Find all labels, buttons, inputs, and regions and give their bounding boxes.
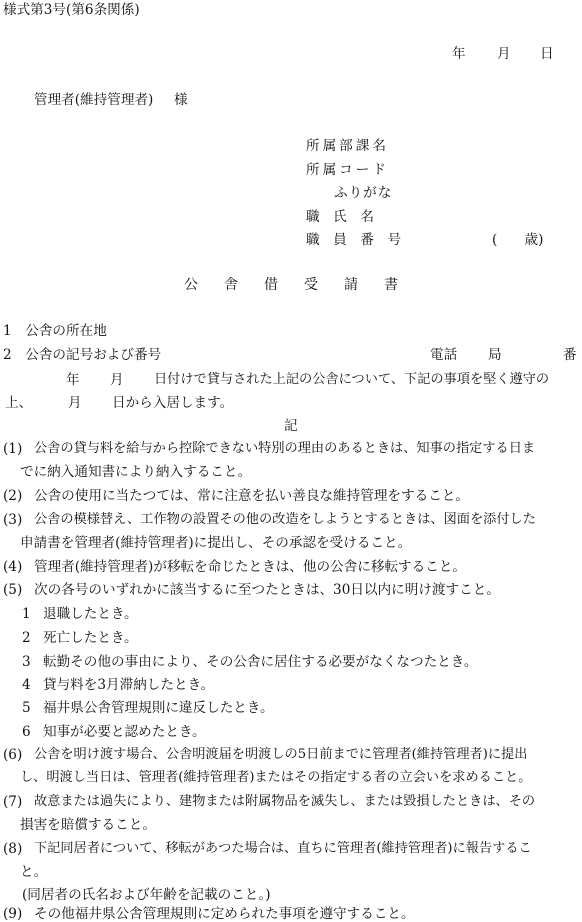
condition-1-line2: でに納入通知書により納入すること。 [20,464,252,480]
tel-station-label: 局 [488,347,502,363]
condition-2-line1: 公舎の使用に当たつては、常に注意を払い善良な維持管理をすること。 [34,488,469,504]
condition-5-num: (5) [3,582,23,598]
subitem-1-text: 退職したとき。 [43,606,138,622]
subitem-4-text: 貸与料を3月滞納したとき。 [43,677,215,693]
date-month-label: 月 [497,46,511,62]
condition-6-line1: 公舎を明け渡す場合、公舎明渡届を明渡しの5日前までに管理者(維持管理者)に提出 [34,747,528,762]
condition-5-line1: 次の各号のいずれかに該当するに至つたときは、30日以内に明け渡すこと。 [34,582,500,598]
subitem-4-num: 4 [22,677,31,693]
furigana-label: ふりがな [334,185,393,201]
code-label: 所属コード [306,162,389,178]
title-char: 書 [384,277,398,293]
item-location: 1 公舎の所在地 [3,323,107,339]
condition-7-line2: 損害を賠償すること。 [20,817,156,833]
title-char: 舎 [224,277,238,293]
age-field: ( 歳) [492,232,544,248]
condition-2-num: (2) [3,488,23,504]
condition-3-line2: 申請書を管理者(維持管理者)に提出し、その承認を受けること。 [20,535,412,551]
intro-line2-month: 月 [68,395,82,411]
document-title [0,276,582,294]
intro-line2-head: 上、 [5,395,33,411]
title-char: 請 [344,277,358,293]
condition-6-line2: し、明渡し当日は、管理者(維持管理者)またはその指定する者の立会いを求めること。 [20,770,532,785]
subitem-6-num: 6 [22,724,31,740]
condition-8-line1: 下記同居者について、移転があつた場合は、直ちに管理者(維持管理者)に報告するこ [34,841,532,856]
date-day-label: 日 [540,46,554,62]
condition-9-line1: その他福井県公舎管理規則に定められた事項を遵守すること。 [34,906,415,922]
condition-8-line3: (同居者の氏名および年齢を記載のこと。) [22,887,271,903]
title-char: 公 [184,277,198,293]
condition-4-line1: 管理者(維持管理者)が移転を命じたときは、他の公舎に移転すること。 [34,559,467,575]
date-year-label: 年 [452,46,466,62]
subitem-2-text: 死亡したとき。 [43,630,138,646]
condition-3-line1: 公舎の模様替え、工作物の設置その他の改造をしようとするときは、図面を添付した [34,512,536,527]
item-number: 2 公舎の記号および番号 [3,347,162,363]
ki-heading: 記 [284,418,298,434]
subitem-6-text: 知事が必要と認めたとき。 [43,724,206,740]
tel-label: 電話 [430,347,458,363]
subitem-5-num: 5 [22,700,31,716]
subitem-5-text: 福井県公舎管理規則に違反したとき。 [43,700,274,716]
condition-9-num: (9) [3,906,23,922]
intro-line1: 日付けで貸与された上記の公舎について、下記の事項を堅く遵守の [154,372,550,387]
subitem-3-num: 3 [22,654,31,670]
condition-3-num: (3) [3,512,23,528]
addressee-honorific: 様 [174,92,188,108]
subitem-3-text: 転勤その他の事由により、その公舎に居住する必要がなくなつたとき。 [43,654,478,670]
condition-8-num: (8) [3,841,23,857]
condition-8-line2: と。 [20,864,48,880]
employee-number-label: 職 員 番 号 [306,232,402,248]
title-char: 受 [304,277,318,293]
intro-line2-tail: 日から入居します。 [112,395,234,411]
condition-1-num: (1) [3,441,23,457]
subitem-2-num: 2 [22,630,31,646]
title-char: 借 [264,277,278,293]
intro-month: 月 [110,372,124,388]
condition-7-num: (7) [3,794,23,810]
condition-1-line1: 公舎の貸与料を給与から控除できない特別の理由のあるときは、知事の指定する日ま [34,441,536,456]
form-label: 様式第3号(第6条関係) [3,2,140,18]
condition-7-line1: 故意または過失により、建物または附属物品を滅失し、または毀損したときは、その [34,794,536,809]
intro-year: 年 [66,372,80,388]
condition-4-num: (4) [3,559,23,575]
subitem-1-num: 1 [22,606,31,622]
position-name-label: 職 氏 名 [306,209,374,225]
tel-number-label: 番 [563,347,577,363]
department-label: 所属部課名 [306,138,389,154]
addressee-name: 管理者(維持管理者) [34,92,154,108]
condition-6-num: (6) [3,747,23,763]
